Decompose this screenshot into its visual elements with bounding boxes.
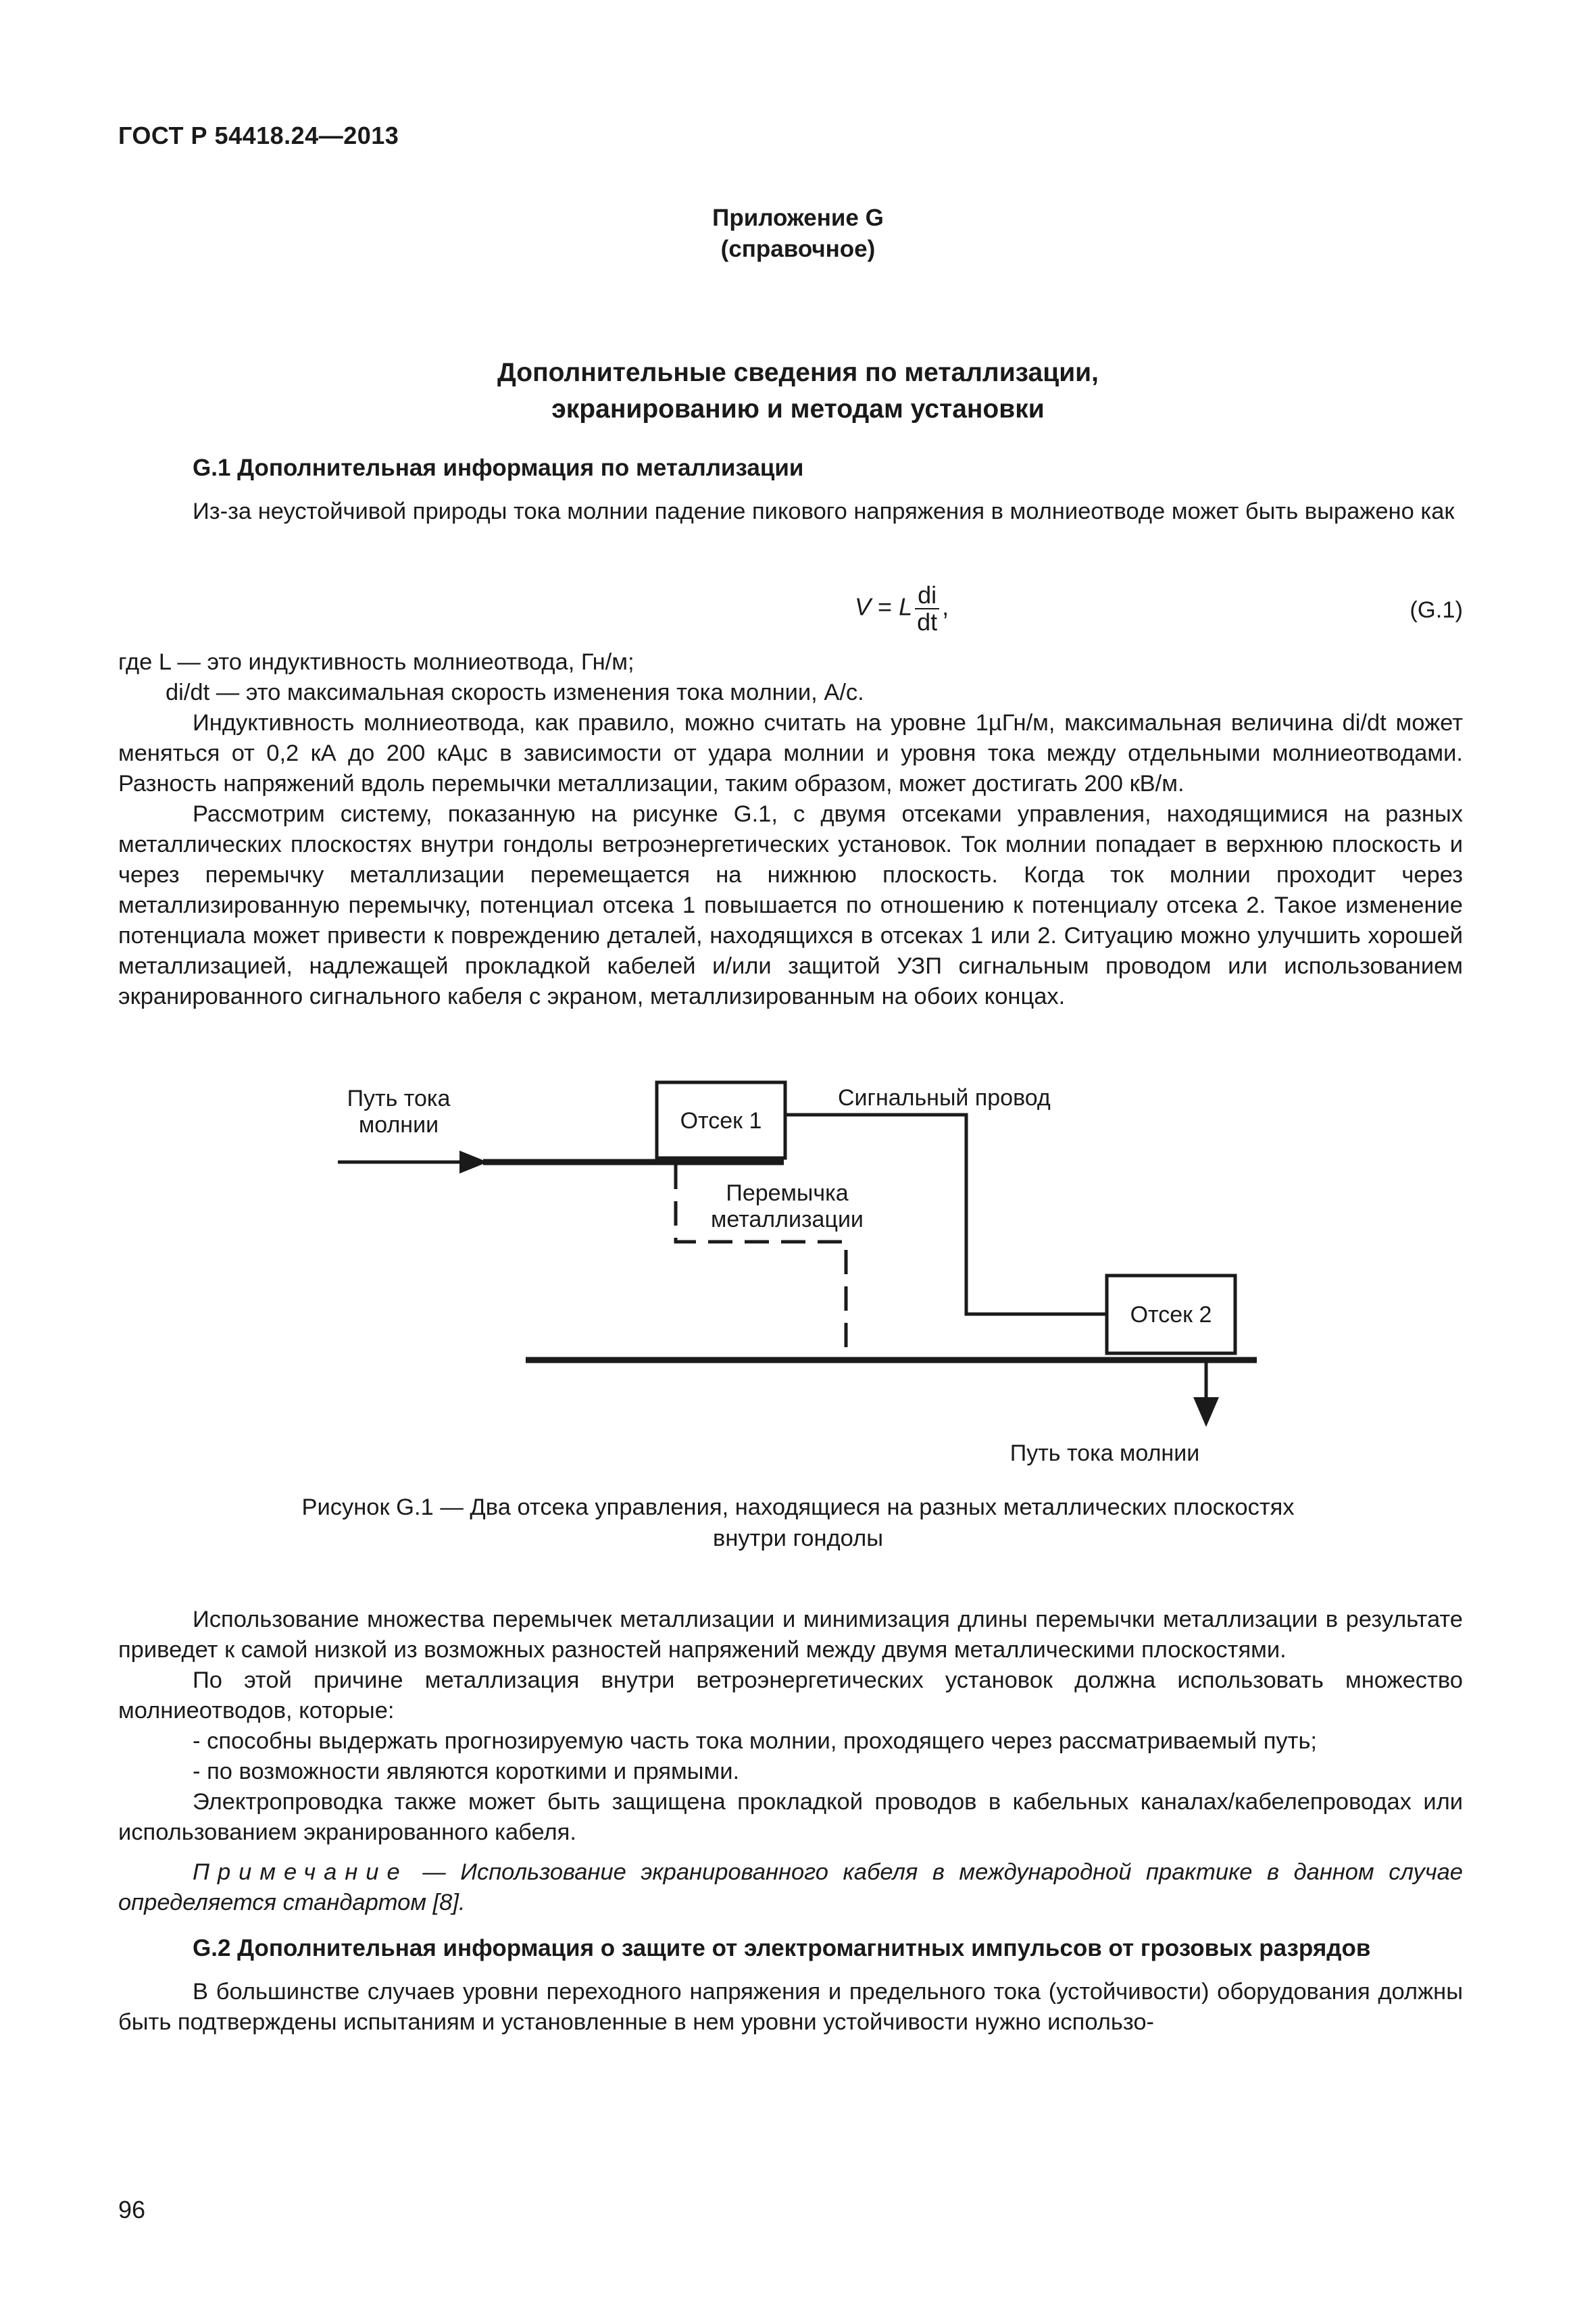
list-item: - по возможности являются короткими и прямыми. bbox=[193, 1759, 740, 1784]
formula-eq: = bbox=[878, 593, 893, 621]
formula-lhs: V bbox=[855, 593, 872, 621]
section-g1-para2: Рассмотрим систему, показанную на рисунке G.1, с двумя отсеками управления, находящимися на разных металлических плоскостях внутри гондолы ветроэнергетических установок. Ток молнии попадает в верхнюю плоскость и через перемычку металлизации перемещается на нижнюю плоскость. Когда ток молнии проходит через металлизированную перемычку, потенциал отсека 1 повышается по отношению к потенциалу отсека 2. Такое изменение потенциала может привести к повреждению деталей, находящихся в отсеках 1 или 2. Ситуацию можно улучшить хорошей металлизацией, надлежащей прокладкой кабелей и/или защитой УЗП сигнальным проводом или использованием экранированного сигнального кабеля с экраном, металлизированным на обоих концах. bbox=[118, 801, 1463, 1009]
outgoing-arrow-icon bbox=[1193, 1397, 1219, 1427]
formula-where bbox=[118, 647, 1463, 708]
label-current-out: Путь тока молнии bbox=[1009, 1440, 1200, 1466]
after-figure-para3: Электропроводка также может быть защищена прокладкой проводов в кабельных каналах/кабелепроводах или использованием экранированного кабеля. bbox=[118, 1789, 1463, 1845]
formula-denominator: dt bbox=[917, 608, 938, 636]
after-figure-body bbox=[118, 1605, 1463, 2038]
figure-g1-diagram bbox=[311, 1074, 1291, 1480]
standard-code: ГОСТ Р 54418.24—2013 bbox=[118, 122, 399, 149]
note-text: — Использование экранированного кабеля в международной практике в данном случае определяется стандартом [8]. bbox=[118, 1859, 1463, 1915]
label-compartment1: Отсек 1 bbox=[680, 1108, 762, 1134]
section-g2-heading: G.2 Дополнительная информация о защите от электромагнитных импульсов от грозовых разрядов bbox=[193, 1935, 1371, 1961]
list-item: - способны выдержать прогнозируемую часть тока молнии, проходящего через рассматриваемый путь; bbox=[193, 1728, 1318, 1754]
label-signal-wire: Сигнальный провод bbox=[838, 1085, 1051, 1111]
formula-g1 bbox=[118, 582, 1463, 650]
section-g1-top bbox=[118, 453, 1463, 527]
label-bond-line1: Перемычка bbox=[726, 1180, 849, 1206]
formula-tail: , bbox=[942, 593, 949, 621]
figure-caption-line1: Рисунок G.1 — Два отсека управления, находящиеся на разных металлических плоскостях bbox=[301, 1494, 1295, 1520]
annex-title-line1: Приложение G bbox=[712, 205, 884, 231]
section-g2-para1: В большинстве случаев уровни переходного напряжения и предельного тока (устойчивости) оборудования должны быть подтверждены испытаниям и установленные в нем уровни устойчивости нужно использо- bbox=[118, 1979, 1463, 2035]
formula-numerator: di bbox=[915, 582, 939, 609]
formula-number: (G.1) bbox=[1410, 597, 1463, 623]
figure-caption-line2: внутри гондолы bbox=[712, 1526, 884, 1551]
section-g1-para1: Индуктивность молниеотвода, как правило, можно считать на уровне 1µГн/м, максимальная величина di/dt может меняться от 0,2 кА до 200 кАµс в зависимости от удара молнии и уровня тока между отдельными молниеотводами. Разность напряжений вдоль перемычки металлизации, таким образом, может достигать 200 кВ/м. bbox=[118, 710, 1463, 797]
after-figure-para1: Использование множества перемычек металлизации и минимизация длины перемычки металлизации в результате приведет к самой низкой из возможных разностей напряжений между двумя металлическими плоскостями. bbox=[118, 1607, 1463, 1663]
figure-caption bbox=[0, 1492, 1596, 1554]
annex-title-line2: (справочное) bbox=[720, 236, 876, 262]
formula-fraction bbox=[915, 582, 939, 635]
section-g1-body bbox=[118, 708, 1463, 1012]
note-label: Примечание bbox=[193, 1859, 408, 1885]
section-g1-heading: G.1 Дополнительная информация по металлизации bbox=[193, 455, 804, 481]
label-bond-line2: металлизации bbox=[711, 1207, 864, 1232]
where-line2: di/dt — это максимальная скорость изменения тока молнии, А/с. bbox=[166, 680, 864, 705]
note bbox=[118, 1857, 1463, 1918]
where-line1: где L — это индуктивность молниеотвода, Гн/м; bbox=[118, 649, 634, 675]
label-current-in-line2: молнии bbox=[358, 1112, 439, 1138]
section-g1-intro: Из-за неустойчивой природы тока молнии падение пикового напряжения в молниеотводе может быть выражено как bbox=[193, 499, 1455, 524]
label-current-in-line1: Путь тока bbox=[347, 1086, 451, 1111]
label-compartment2: Отсек 2 bbox=[1130, 1302, 1212, 1328]
formula-expression bbox=[855, 582, 949, 635]
annex-title bbox=[0, 203, 1596, 265]
page-number: 96 bbox=[118, 2196, 146, 2223]
annex-heading bbox=[0, 355, 1596, 428]
annex-heading-line2: экранированию и методам установки bbox=[551, 395, 1045, 424]
formula-coef: L bbox=[899, 593, 913, 621]
annex-heading-line1: Дополнительные сведения по металлизации, bbox=[497, 358, 1099, 387]
after-figure-para2: По этой причине металлизация внутри ветроэнергетических установок должна использовать множество молниеотводов, которые: bbox=[118, 1667, 1463, 1724]
